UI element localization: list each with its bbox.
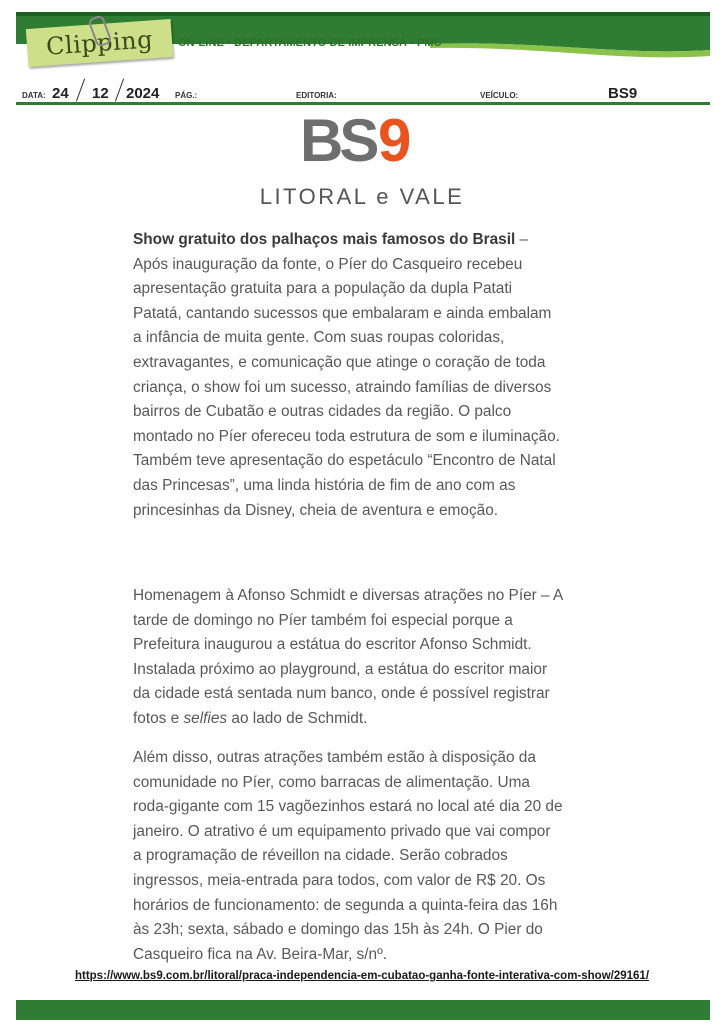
article-paragraph-2 bbox=[133, 584, 563, 732]
date-year: 2024 bbox=[126, 85, 160, 102]
logo-bs-text: BS bbox=[300, 107, 376, 174]
paragraph-2-text: Homenagem à Afonso Schmidt e diversas atrações no Píer – A tarde de domingo no Píer também foi especial porque a Prefeitura inaugurou a estátua do escritor Afonso Schmidt. Instalada próximo ao playground, a estátua do escritor maior da cidade está sentada num banco, onde é possível registrar fotos e bbox=[133, 587, 563, 727]
paragraph-2-end: ao lado de Schmidt. bbox=[227, 709, 368, 727]
page-label: PÁG.: bbox=[175, 91, 198, 100]
department-label: ON-LINE • DEPARTAMENTO DE IMPRENSA • PMC bbox=[178, 37, 442, 49]
veiculo-label: VEÍCULO: bbox=[480, 91, 519, 100]
header-banner bbox=[0, 0, 724, 70]
date-month: 12 bbox=[92, 85, 109, 102]
logo-9-text: 9 bbox=[378, 107, 412, 174]
article-paragraph-1 bbox=[133, 228, 563, 523]
paragraph-2-italic: selfies bbox=[183, 709, 228, 727]
article-paragraph-3: Além disso, outras atrações também estão à disposição da comunidade no Píer, como barracas de alimentação. Uma roda-gigante com 15 vagõezinhos estará no local até dia 20 de janeiro. O atrativo é um equipamento privado que vai compor a programação de réveillon na cidade. Serão cobrados ingressos, meia-entrada para todos, com valor de R$ 20. Os horários de funcionamento: de segunda a quinta-feira das 16h às 23h; sexta, sábado e domingo das 15h às 24h. O Pier do Casqueiro fica na Av. Beira-Mar, s/nº. bbox=[133, 749, 563, 963]
paragraph-1-lead: Show gratuito dos palhaços mais famosos do Brasil bbox=[133, 231, 516, 248]
date-label: DATA: bbox=[22, 91, 46, 100]
meta-divider bbox=[16, 102, 710, 105]
date-separator bbox=[76, 79, 85, 102]
section-title: LITORAL e VALE bbox=[259, 184, 465, 209]
date-day: 24 bbox=[52, 85, 69, 102]
editoria-label: EDITORIA: bbox=[296, 91, 337, 100]
veiculo-value: BS9 bbox=[608, 85, 638, 102]
paragraph-1-body: – Após inauguração da fonte, o Píer do Casqueiro recebeu apresentação gratuita para a população da dupla Patati Patatá, cantando sucessos que embalaram e ainda embalam a infância de muita gente. Com suas roupas coloridas, extravagantes, e comunicação que atinge o coração de toda criança, o show foi um sucesso, atraindo famílias de diversos bairros de Cubatão e outras cidades da região. O palco montado no Píer ofereceu toda estrutura de som e iluminação. Também teve apresentação do espetáculo “Encontro de Natal das Princesas”, uma linda história de fim de ano com as princesinhas da Disney, cheia de aventura e emoção. bbox=[133, 231, 560, 519]
source-link[interactable]: https://www.bs9.com.br/litoral/praca-independencia-em-cubatao-ganha-fonte-interativa-com-show/29161/ bbox=[74, 970, 650, 982]
footer-bar bbox=[16, 1000, 710, 1020]
date-separator bbox=[115, 79, 124, 102]
bs9-logo bbox=[300, 107, 430, 174]
clipping-meta-row bbox=[22, 84, 712, 104]
clipping-label: Clipping bbox=[45, 25, 154, 61]
